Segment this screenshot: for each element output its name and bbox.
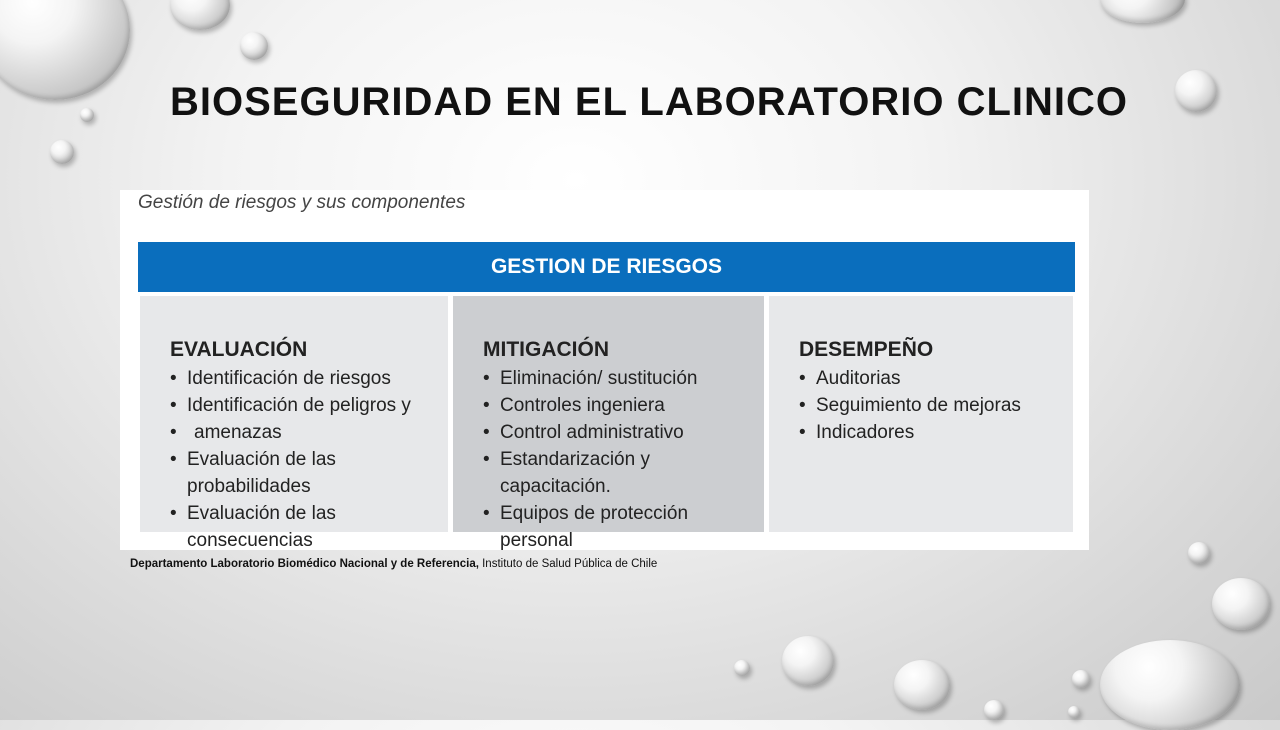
column-performance <box>769 296 1073 532</box>
list-item: • Auditorias <box>799 365 1073 392</box>
water-drop-decoration <box>1188 542 1210 564</box>
list-item: • Control administrativo <box>483 419 764 446</box>
list-item: • Seguimiento de mejoras <box>799 392 1073 419</box>
water-drop-decoration <box>894 660 950 710</box>
figure-caption: Gestión de riesgos y sus componentes <box>138 192 466 213</box>
item-list <box>483 365 764 554</box>
column-mitigation <box>453 296 764 551</box>
list-item: • Equipos de protección personal <box>483 500 764 554</box>
list-item: • Evaluación de las probabilidades <box>170 446 448 500</box>
water-drop-decoration <box>80 108 94 122</box>
item-list <box>170 365 448 554</box>
water-drop-decoration <box>1100 0 1185 23</box>
water-drop-decoration <box>240 32 268 60</box>
source-institution: Instituto de Salud Pública de Chile <box>478 558 658 570</box>
water-drop-decoration <box>1212 578 1270 630</box>
list-item: • Identificación de riesgos <box>170 365 448 392</box>
water-drop-decoration <box>1100 640 1240 730</box>
water-drop-decoration <box>170 0 230 30</box>
water-drop-decoration <box>1072 670 1090 688</box>
water-drop-decoration <box>1175 70 1217 112</box>
water-drop-decoration <box>50 140 74 164</box>
source-institution-bold: Departamento Laboratorio Biomédico Nacional y de Referencia, <box>130 558 479 570</box>
water-drop-decoration <box>984 700 1004 720</box>
risk-management-figure <box>120 190 1089 550</box>
list-item: • Indicadores <box>799 419 1073 446</box>
column-title: MITIGACIÓN <box>483 338 609 361</box>
list-item: • Evaluación de las consecuencias <box>170 500 448 554</box>
column-title: DESEMPEÑO <box>799 338 934 361</box>
column-evaluation <box>140 296 448 551</box>
column-title: EVALUACIÓN <box>170 338 308 361</box>
risk-management-header: GESTION DE RIESGOS <box>138 242 1075 292</box>
item-list <box>799 365 1073 446</box>
water-drop-decoration <box>734 660 750 676</box>
list-item: • Identificación de peligros y <box>170 392 448 419</box>
water-drop-decoration <box>1068 706 1080 718</box>
water-drop-decoration <box>0 0 130 100</box>
source-citation <box>130 558 657 570</box>
list-item: • Controles ingeniera <box>483 392 764 419</box>
list-item: • Estandarización y capacitación. <box>483 446 764 500</box>
slide-title: BIOSEGURIDAD EN EL LABORATORIO CLINICO <box>170 80 1129 124</box>
list-item: • amenazas <box>170 419 448 446</box>
water-drop-decoration <box>782 636 834 686</box>
list-item: • Eliminación/ sustitución <box>483 365 764 392</box>
